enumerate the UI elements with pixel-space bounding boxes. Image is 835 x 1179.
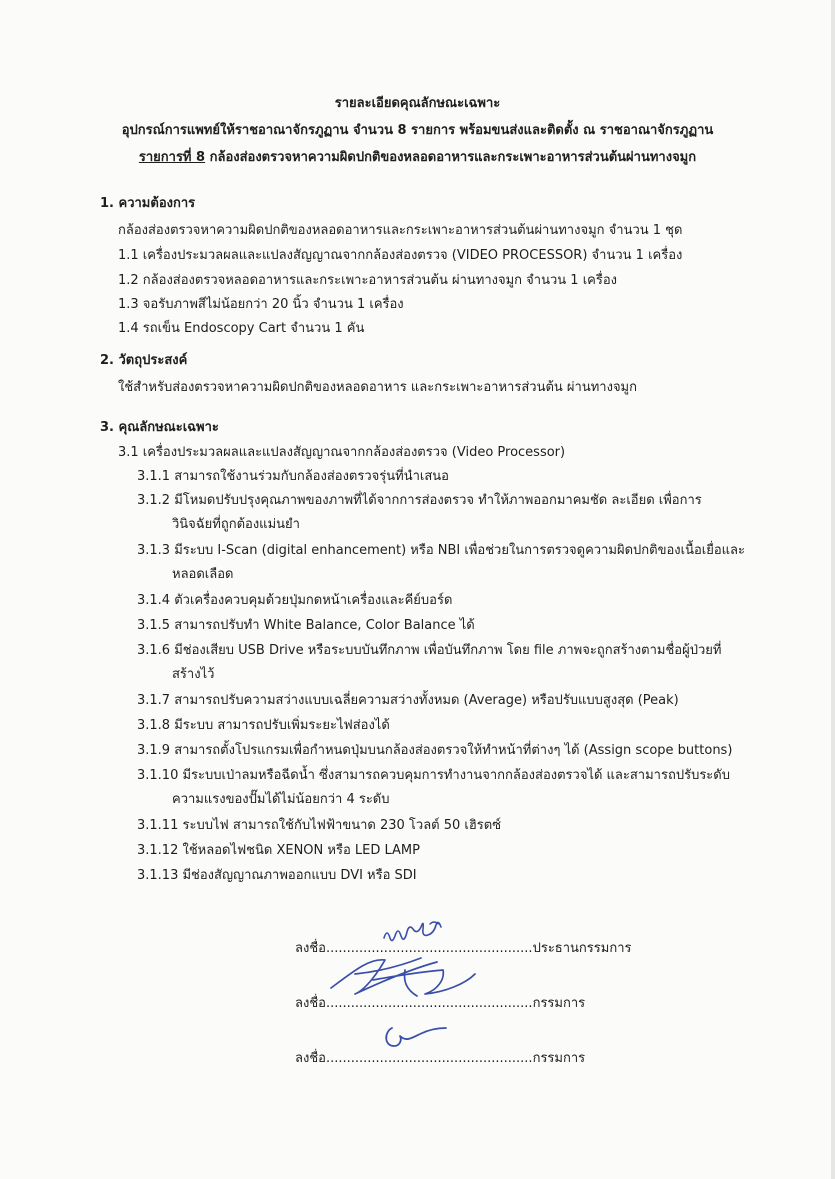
doc-item-title (0, 149, 835, 166)
spec-item: 3.1.5 สามารถปรับทำ White Balance, Color Balance ได้ (137, 618, 475, 633)
section-1-item: 1.1 เครื่องประมวลผลและแปลงสัญญาณจากกล้องส่องตรวจ (VIDEO PROCESSOR) จำนวน 1 เครื่อง (118, 248, 683, 263)
spec-item: 3.1.9 สามารถตั้งโปรแกรมเพื่อกำหนดปุ่มบนกล้องส่องตรวจให้ทำหน้าที่ต่างๆ ได้ (Assign scope buttons) (137, 743, 733, 758)
sign-role: ประธานกรรมการ (532, 941, 632, 956)
section-3-heading: 3. คุณลักษณะเฉพาะ (100, 420, 219, 435)
spec-item-cont: หลอดเลือด (172, 567, 234, 582)
item-name: กล้องส่องตรวจหาความผิดปกติของหลอดอาหารและกระเพาะอาหารส่วนต้นผ่านทางจมูก (205, 150, 697, 165)
handwritten-signature-chairman (380, 918, 460, 948)
spec-item: 3.1.10 มีระบบเป่าลมหรือฉีดน้ำ ซึ่งสามารถควบคุมการทำงานจากกล้องส่องตรวจได้ และสามารถปรับระดับ (137, 768, 730, 783)
section-1-item: 1.3 จอรับภาพสีไม่น้อยกว่า 20 นิ้ว จำนวน 1 เครื่อง (118, 297, 404, 312)
sign-dots: .................................................. (325, 996, 533, 1011)
sign-prefix: ลงชื่อ (295, 941, 326, 956)
spec-item: 3.1.2 มีโหมดปรับปรุงคุณภาพของภาพที่ได้จากการส่องตรวจ ทำให้ภาพออกมาคมชัด ละเอียด เพื่อการ (137, 493, 702, 508)
item-number-label: รายการที่ 8 (138, 150, 206, 165)
handwritten-signature-member-1 (325, 950, 485, 1002)
sign-dots: .................................................. (325, 941, 533, 956)
spec-item-cont: สร้างไว้ (172, 667, 215, 682)
section-1-item: 1.4 รถเข็น Endoscopy Cart จำนวน 1 คัน (118, 321, 365, 336)
section-1-intro: กล้องส่องตรวจหาความผิดปกติของหลอดอาหารและกระเพาะอาหารส่วนต้นผ่านทางจมูก จำนวน 1 ชุด (118, 223, 683, 238)
sign-prefix: ลงชื่อ (295, 1051, 326, 1066)
section-1-heading: 1. ความต้องการ (100, 196, 196, 211)
spec-item-cont: ความแรงของปั๊มได้ไม่น้อยกว่า 4 ระดับ (172, 792, 390, 807)
spec-item: 3.1.3 มีระบบ I-Scan (digital enhancement) หรือ NBI เพื่อช่วยในการตรวจดูความผิดปกติของเนื้อเยื่อและ (137, 543, 745, 558)
spec-item: 3.1.7 สามารถปรับความสว่างแบบเฉลี่ยความสว่างทั้งหมด (Average) หรือปรับแบบสูงสุด (Peak) (137, 693, 679, 708)
page-edge (831, 0, 835, 1179)
handwritten-signature-member-2 (382, 1022, 452, 1052)
spec-item: 3.1.1 สามารถใช้งานร่วมกับกล้องส่องตรวจรุ่นที่นำเสนอ (137, 469, 449, 484)
section-3-sub: 3.1 เครื่องประมวลผลและแปลงสัญญาณจากกล้องส่องตรวจ (Video Processor) (118, 445, 566, 460)
spec-item: 3.1.12 ใช้หลอดไฟชนิด XENON หรือ LED LAMP (137, 843, 420, 858)
doc-title: รายละเอียดคุณลักษณะเฉพาะ (334, 96, 501, 111)
sign-role: กรรมการ (532, 1051, 586, 1066)
section-2-text: ใช้สำหรับส่องตรวจหาความผิดปกติของหลอดอาหาร และกระเพาะอาหารส่วนต้น ผ่านทางจมูก (118, 380, 637, 395)
doc-subtitle: อุปกรณ์การแพทย์ให้ราชอาณาจักรภูฏาน จำนวน 8 รายการ พร้อมขนส่งและติดตั้ง ณ ราชอาณาจักรภูฏาน (121, 123, 714, 138)
spec-item: 3.1.13 มีช่องสัญญาณภาพออกแบบ DVI หรือ SDI (137, 868, 417, 883)
sign-dots: .................................................. (325, 1051, 533, 1066)
spec-item: 3.1.11 ระบบไฟ สามารถใช้กับไฟฟ้าขนาด 230 โวลต์ 50 เฮิรตซ์ (137, 818, 502, 833)
section-1-item: 1.2 กล้องส่องตรวจหลอดอาหารและกระเพาะอาหารส่วนต้น ผ่านทางจมูก จำนวน 1 เครื่อง (118, 273, 617, 288)
spec-item-cont: วินิจฉัยที่ถูกต้องแม่นยำ (172, 517, 300, 532)
sign-prefix: ลงชื่อ (295, 996, 326, 1011)
spec-item: 3.1.4 ตัวเครื่องควบคุมด้วยปุ่มกดหน้าเครื่องและคีย์บอร์ด (137, 593, 453, 608)
section-2-heading: 2. วัตถุประสงค์ (100, 353, 188, 368)
sign-role: กรรมการ (532, 996, 586, 1011)
spec-item: 3.1.6 มีช่องเสียบ USB Drive หรือระบบบันทึกภาพ เพื่อบันทึกภาพ โดย file ภาพจะถูกสร้างตามชื่อผู้ป่วยที่ (137, 643, 722, 658)
spec-item: 3.1.8 มีระบบ สามารถปรับเพิ่มระยะไฟส่องได้ (137, 718, 390, 733)
